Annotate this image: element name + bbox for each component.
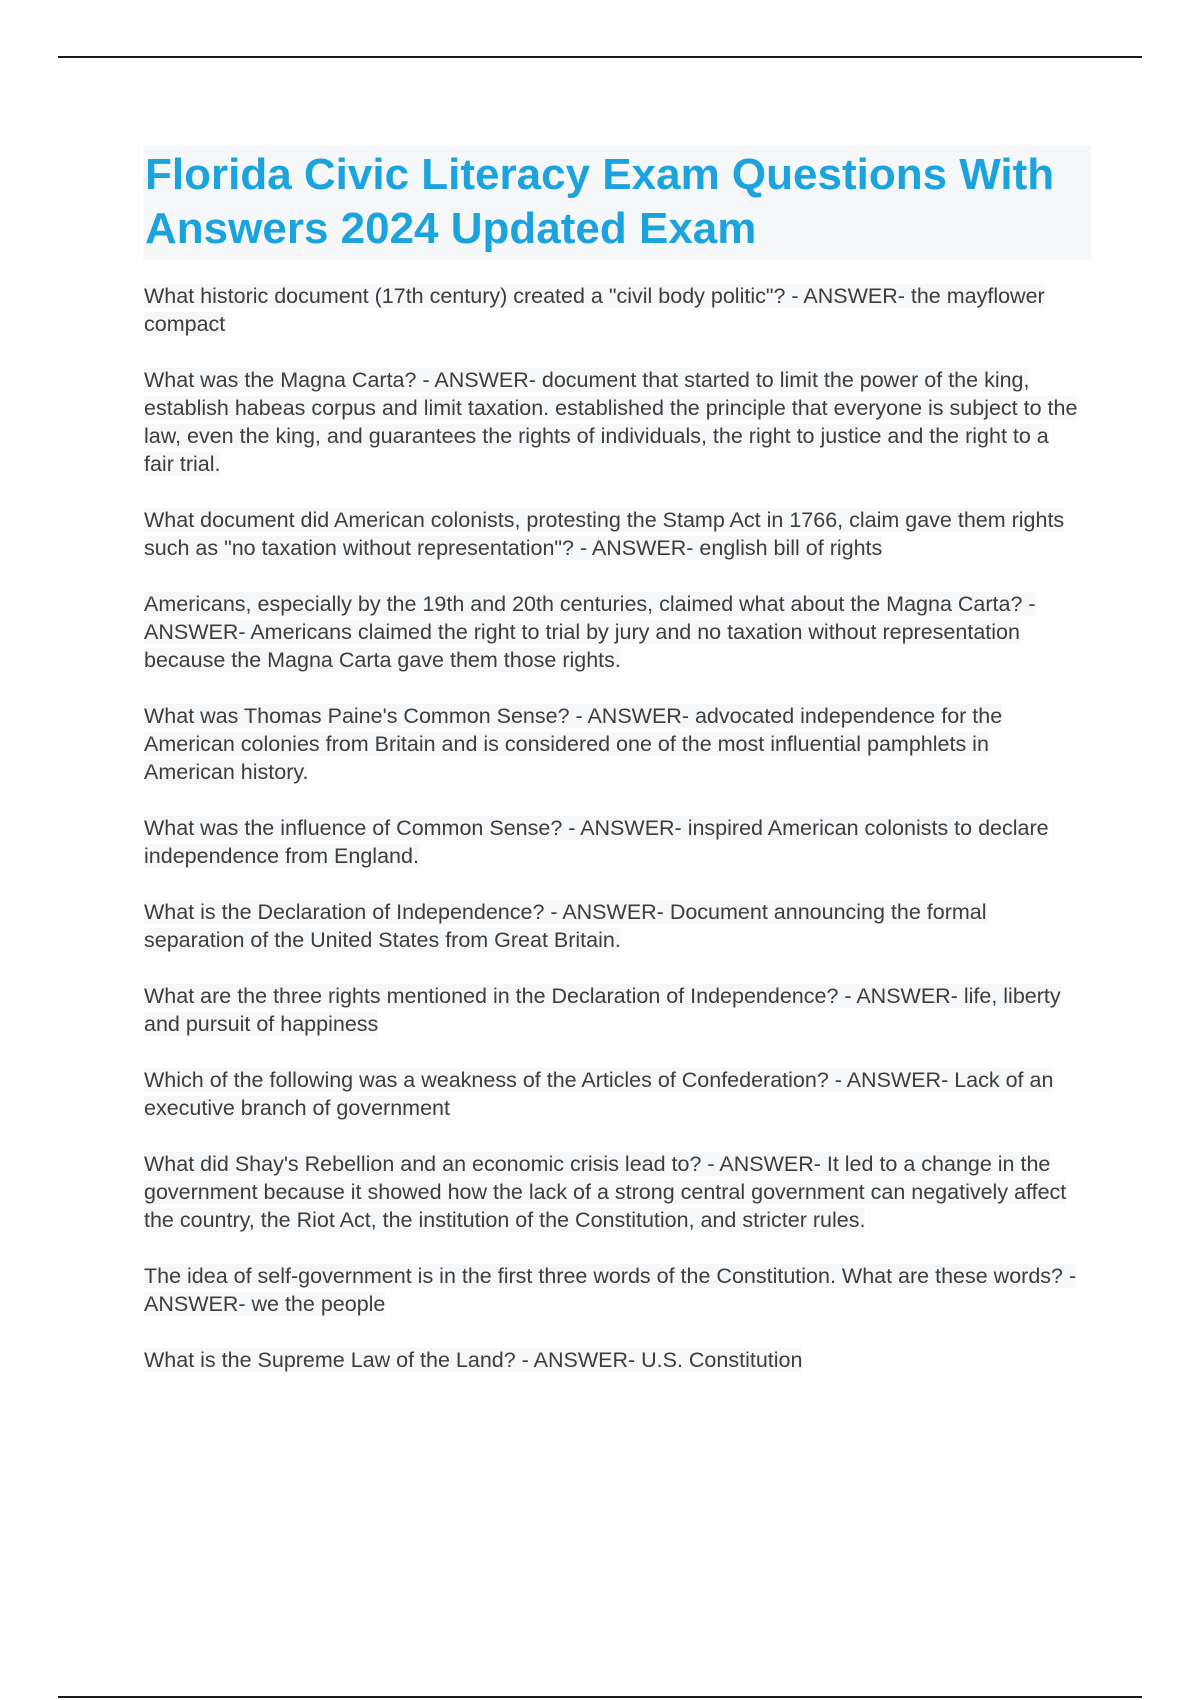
- qa-item: [144, 702, 1084, 786]
- qa-item: [144, 590, 1084, 674]
- document-title: Florida Civic Literacy Exam Questions With Answers 2024 Updated Exam: [145, 150, 1055, 253]
- qa-text: What is the Declaration of Independence? - ANSWER- Document announcing the formal separation of the United States from Great Britain.: [144, 900, 987, 952]
- qa-item: [144, 506, 1084, 562]
- bottom-rule: [58, 1696, 1142, 1698]
- qa-text: The idea of self-government is in the first three words of the Constitution. What are these words? - ANSWER- we the people: [144, 1264, 1077, 1316]
- qa-text: What document did American colonists, protesting the Stamp Act in 1766, claim gave them rights such as "no taxation without representation"? - ANSWER- english bill of rights: [144, 508, 1065, 560]
- qa-item: [144, 1346, 1084, 1374]
- qa-item: [144, 814, 1084, 870]
- qa-item: [144, 366, 1084, 478]
- qa-item: [144, 982, 1084, 1038]
- qa-text: Americans, especially by the 19th and 20th centuries, claimed what about the Magna Carta? - ANSWER- Americans claimed the right to trial by jury and no taxation without representation because the Magna Carta gave them those rights.: [144, 592, 1036, 672]
- qa-text: What was the influence of Common Sense? - ANSWER- inspired American colonists to declare independence from England.: [144, 816, 1049, 868]
- qa-text: What historic document (17th century) created a "civil body politic"? - ANSWER- the mayflower compact: [144, 284, 1045, 336]
- qa-item: [144, 1066, 1084, 1122]
- qa-item: [144, 898, 1084, 954]
- qa-text: What was the Magna Carta? - ANSWER- document that started to limit the power of the king, establish habeas corpus and limit taxation. established the principle that everyone is subject to the law, even the king, and guarantees the rights of individuals, the right to justice and the right to a fair trial.: [144, 368, 1078, 476]
- qa-text: What is the Supreme Law of the Land? - ANSWER- U.S. Constitution: [144, 1348, 803, 1372]
- qa-item: [144, 282, 1084, 338]
- qa-text: Which of the following was a weakness of the Articles of Confederation? - ANSWER- Lack of an executive branch of government: [144, 1068, 1054, 1120]
- qa-item: [144, 1150, 1084, 1234]
- qa-text: What was Thomas Paine's Common Sense? - ANSWER- advocated independence for the American colonies from Britain and is considered one of the most influential pamphlets in American history.: [144, 704, 1003, 784]
- qa-item: [144, 1262, 1084, 1318]
- qa-list: [144, 282, 1084, 1402]
- qa-text: What did Shay's Rebellion and an economic crisis lead to? - ANSWER- It led to a change in the government because it showed how the lack of a strong central government can negatively affect the country, the Riot Act, the institution of the Constitution, and stricter rules.: [144, 1152, 1067, 1232]
- title-block: [143, 146, 1091, 260]
- qa-text: What are the three rights mentioned in the Declaration of Independence? - ANSWER- life, liberty and pursuit of happiness: [144, 984, 1061, 1036]
- top-rule: [58, 56, 1142, 58]
